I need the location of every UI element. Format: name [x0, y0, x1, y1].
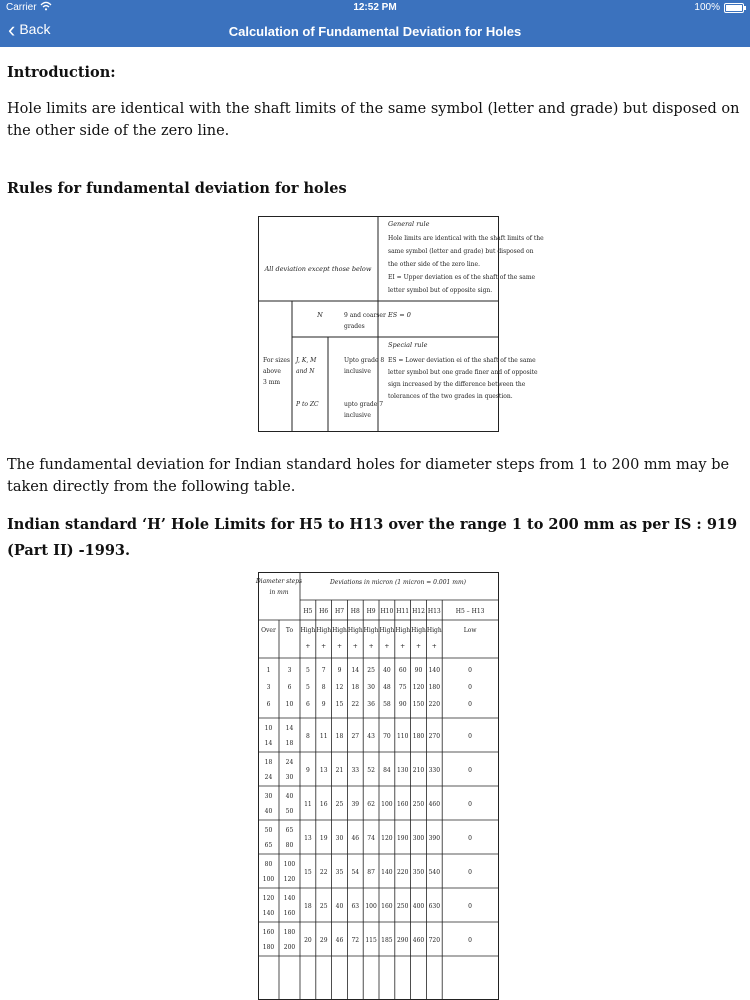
special-rule-line: sign increased by the difference between the: [388, 381, 526, 388]
chevron-left-icon: ‹: [8, 17, 16, 42]
deviation-value: 46: [351, 835, 360, 842]
deviation-value: 36: [367, 701, 375, 708]
deviation-value: 160: [381, 903, 393, 910]
grade-header: H11: [396, 608, 410, 615]
to-value: 18: [285, 740, 294, 747]
deviation-value: 0: [468, 801, 473, 808]
n-grades-line: grades: [344, 323, 365, 330]
deviation-value: 18: [335, 733, 344, 740]
to-value: 100: [283, 861, 296, 868]
deviation-value: 11: [304, 801, 312, 808]
deviation-value: 300: [412, 835, 425, 842]
deviation-value: 20: [304, 937, 312, 944]
to-value: 120: [283, 876, 296, 883]
deviation-value: 84: [383, 767, 391, 774]
deviation-value: 5: [305, 684, 310, 691]
pzc-label: P to ZC: [296, 401, 319, 408]
deviation-value: 290: [396, 937, 409, 944]
high-low-label: High: [411, 627, 426, 634]
deviation-value: 190: [396, 835, 409, 842]
deviation-value: 90: [414, 667, 423, 674]
grade-header: H9: [366, 608, 376, 615]
plus-sign: +: [431, 643, 437, 650]
deviation-value: 120: [412, 684, 425, 691]
special-rule-title: Special rule: [388, 341, 428, 349]
over-value: 24: [264, 774, 273, 781]
over-value: 10: [264, 725, 273, 732]
hole-limits-table: [255, 572, 499, 1000]
general-rule-line: EI = Upper deviation es of the shaft of the same: [388, 274, 536, 281]
deviation-value: 140: [381, 869, 393, 876]
sizes-label-line: above: [263, 368, 281, 375]
top-bar: [0, 0, 750, 47]
deviation-value: 48: [383, 684, 391, 691]
deviation-value: 18: [351, 684, 360, 691]
plus-sign: +: [305, 643, 311, 650]
deviation-value: 9: [337, 667, 342, 674]
over-value: 30: [264, 793, 273, 800]
deviation-value: 30: [367, 684, 375, 691]
deviation-value: 185: [381, 937, 393, 944]
deviation-value: 0: [468, 684, 473, 691]
deviation-value: 110: [396, 733, 409, 740]
deviation-value: 270: [428, 733, 441, 740]
to-value: 50: [285, 808, 294, 815]
diameter-header: in mm: [269, 589, 289, 596]
deviation-value: 100: [381, 801, 393, 808]
plus-sign: +: [400, 643, 406, 650]
over-value: 160: [262, 929, 275, 936]
deviation-value: 22: [319, 869, 328, 876]
deviation-value: 33: [351, 767, 360, 774]
over-value: 100: [262, 876, 275, 883]
to-value: 14: [285, 725, 294, 732]
special-rule-line: tolerances of the two grades in question.: [388, 393, 513, 400]
deviation-value: 720: [428, 937, 441, 944]
deviation-value: 70: [383, 733, 391, 740]
status-time: 12:52 PM: [353, 2, 397, 13]
deviation-value: 60: [398, 667, 407, 674]
special-rule-line: ES = Lower deviation ei of the shaft of the same: [388, 357, 536, 364]
grade-header: H10: [380, 608, 394, 615]
jkm-grades-line: inclusive: [344, 368, 371, 375]
plus-sign: +: [336, 643, 343, 650]
deviation-value: 16: [319, 801, 328, 808]
high-low-label: High: [347, 627, 363, 634]
intro-heading: Introduction:: [7, 64, 116, 81]
high-low-label: High: [363, 627, 379, 634]
carrier-label: Carrier: [6, 2, 37, 13]
general-rule-title: General rule: [388, 220, 430, 228]
to-value: 10: [285, 701, 294, 708]
grade-header: H7: [334, 608, 345, 615]
over-value: 140: [262, 910, 275, 917]
over-value: 1: [266, 667, 271, 674]
n-label: N: [317, 311, 323, 319]
deviation-value: 9: [305, 767, 310, 774]
to-value: 160: [283, 910, 296, 917]
deviation-value: 8: [305, 733, 310, 740]
deviation-value: 90: [398, 701, 407, 708]
deviation-value: 40: [335, 903, 344, 910]
deviation-value: 11: [319, 733, 328, 740]
to-value: 200: [283, 944, 296, 951]
deviation-value: 13: [304, 835, 312, 842]
to-value: 6: [287, 684, 292, 691]
general-rule-line: letter symbol but of opposite sign.: [388, 287, 493, 294]
deviation-value: 100: [365, 903, 377, 910]
high-low-label: High: [300, 627, 316, 634]
over-value: 50: [264, 827, 273, 834]
deviation-value: 30: [335, 835, 344, 842]
deviation-value: 6: [305, 701, 310, 708]
high-low-label: High: [332, 627, 347, 634]
pzc-grades-line: upto grade 7: [344, 401, 384, 408]
general-rule-line: Hole limits are identical with the shaft limits of the: [388, 235, 544, 242]
special-rule-line: letter symbol but one grade finer and of opposite: [388, 369, 538, 376]
deviation-value: 25: [367, 667, 375, 674]
intro-paragraph: Hole limits are identical with the shaft limits of the same symbol (letter and grade) but disposed on the other side of the zero line.: [7, 101, 740, 139]
deviation-value: 220: [428, 701, 441, 708]
plus-sign: +: [368, 643, 374, 650]
pzc-grades-line: inclusive: [344, 412, 371, 419]
deviation-value: 180: [412, 733, 425, 740]
deviation-value: 210: [412, 767, 425, 774]
deviation-value: 54: [351, 869, 360, 876]
deviation-value: 0: [468, 937, 473, 944]
plus-sign: +: [352, 643, 358, 650]
deviation-value: 43: [367, 733, 375, 740]
high-low-label: Low: [463, 627, 477, 634]
deviation-value: 19: [319, 835, 328, 842]
deviation-value: 460: [412, 937, 425, 944]
high-low-label: High: [379, 627, 395, 634]
to-value: 80: [285, 842, 294, 849]
diameter-header: Diameter steps: [255, 578, 303, 585]
plus-sign: +: [384, 643, 390, 650]
sizes-label-line: For sizes: [263, 357, 291, 364]
deviation-value: 220: [396, 869, 409, 876]
to-value: 30: [285, 774, 294, 781]
deviation-value: 13: [319, 767, 328, 774]
deviation-value: 5: [305, 667, 310, 674]
high-low-label: High: [426, 627, 442, 634]
to-value: 24: [285, 759, 294, 766]
deviation-value: 14: [351, 667, 360, 674]
grade-header: H13: [427, 608, 441, 615]
deviation-value: 0: [468, 733, 473, 740]
deviation-value: 52: [367, 767, 375, 774]
general-rule-line: the other side of the zero line.: [388, 261, 480, 268]
deviation-value: 74: [367, 835, 375, 842]
jkm-label-line: J, K, M: [296, 357, 317, 364]
all-deviation-label: All deviation except those below: [264, 265, 372, 273]
deviation-value: 0: [468, 667, 473, 674]
deviation-value: 40: [383, 667, 391, 674]
table-intro-paragraph: The fundamental deviation for Indian standard holes for diameter steps from 1 to 200 mm may be taken directly from the following table.: [7, 457, 730, 495]
deviation-value: 7: [321, 667, 326, 674]
to-value: 3: [287, 667, 292, 674]
deviation-value: 130: [396, 767, 409, 774]
deviation-value: 540: [428, 869, 441, 876]
to-value: 40: [285, 793, 294, 800]
table-heading: Indian standard ‘H’ Hole Limits for H5 to H13 over the range 1 to 200 mm as per IS : 919 (Part II) -1993.: [7, 516, 738, 559]
sizes-label-line: 3 mm: [263, 379, 281, 386]
deviation-value: 29: [319, 937, 328, 944]
over-value: 14: [264, 740, 273, 747]
to-value: 65: [285, 827, 294, 834]
deviation-value: 75: [398, 684, 407, 691]
deviation-value: 180: [428, 684, 441, 691]
deviation-value: 27: [351, 733, 360, 740]
deviation-value: 0: [468, 835, 473, 842]
grade-header: H5: [303, 608, 313, 615]
high-low-label: High: [316, 627, 332, 634]
deviation-value: 630: [428, 903, 441, 910]
deviation-value: 62: [367, 801, 375, 808]
deviation-value: 35: [335, 869, 344, 876]
high-low-label: High: [395, 627, 411, 634]
jkm-grades-line: Upto grade 8: [344, 357, 385, 364]
jkm-label-line: and N: [296, 368, 315, 375]
deviation-value: 25: [319, 903, 328, 910]
grade-header: H6: [319, 608, 329, 615]
over-header: Over: [261, 627, 276, 634]
deviation-value: 460: [428, 801, 441, 808]
deviation-value: 58: [383, 701, 391, 708]
over-value: 40: [264, 808, 273, 815]
over-value: 120: [262, 895, 275, 902]
deviation-value: 350: [412, 869, 425, 876]
deviation-value: 12: [335, 684, 344, 691]
navigation-bar: [0, 16, 750, 47]
deviation-value: 140: [428, 667, 441, 674]
grade-header: H5 – H13: [455, 608, 485, 615]
deviation-value: 21: [335, 767, 344, 774]
general-rule-line: same symbol (letter and grade) but disposed on: [388, 248, 534, 255]
deviation-value: 39: [351, 801, 360, 808]
to-value: 140: [283, 895, 296, 902]
rules-figure: [258, 216, 544, 432]
battery-label: 100%: [694, 2, 720, 13]
deviation-value: 150: [412, 701, 425, 708]
deviation-value: 87: [367, 869, 375, 876]
to-header: To: [285, 627, 294, 634]
deviation-value: 0: [468, 869, 473, 876]
over-value: 3: [266, 684, 271, 691]
to-value: 180: [283, 929, 296, 936]
over-value: 6: [266, 701, 271, 708]
over-value: 65: [264, 842, 273, 849]
deviation-value: 25: [335, 801, 344, 808]
deviation-value: 15: [335, 701, 344, 708]
grade-header: H8: [350, 608, 360, 615]
deviation-value: 46: [335, 937, 344, 944]
deviation-value: 63: [351, 903, 360, 910]
plus-sign: +: [415, 643, 422, 650]
deviation-value: 72: [351, 937, 360, 944]
battery-icon: [724, 3, 744, 13]
deviation-value: 15: [304, 869, 312, 876]
deviation-value: 390: [428, 835, 441, 842]
deviation-value: 115: [365, 937, 377, 944]
deviation-value: 18: [304, 903, 312, 910]
deviation-value: 250: [396, 903, 409, 910]
deviation-value: 0: [468, 701, 473, 708]
page-title: Calculation of Fundamental Deviation for Holes: [228, 24, 522, 39]
rules-heading: Rules for fundamental deviation for holes: [7, 180, 347, 197]
over-value: 80: [264, 861, 273, 868]
deviation-value: 120: [381, 835, 393, 842]
deviation-header: Deviations in micron (1 micron = 0.001 mm): [330, 579, 466, 586]
deviation-value: 330: [428, 767, 441, 774]
back-label: Back: [19, 21, 51, 37]
deviation-value: 8: [321, 684, 326, 691]
status-bar: [0, 0, 750, 16]
deviation-value: 0: [468, 903, 473, 910]
plus-sign: +: [321, 643, 327, 650]
deviation-value: 400: [412, 903, 425, 910]
deviation-value: 160: [396, 801, 409, 808]
deviation-value: 22: [351, 701, 360, 708]
n-grades-line: 9 and coarser: [344, 312, 386, 319]
deviation-value: 9: [321, 701, 326, 708]
over-value: 180: [262, 944, 275, 951]
deviation-value: 0: [468, 767, 473, 774]
deviation-value: 250: [412, 801, 425, 808]
grade-header: H12: [412, 608, 425, 615]
over-value: 18: [264, 759, 273, 766]
n-rule: ES = 0: [388, 311, 411, 319]
